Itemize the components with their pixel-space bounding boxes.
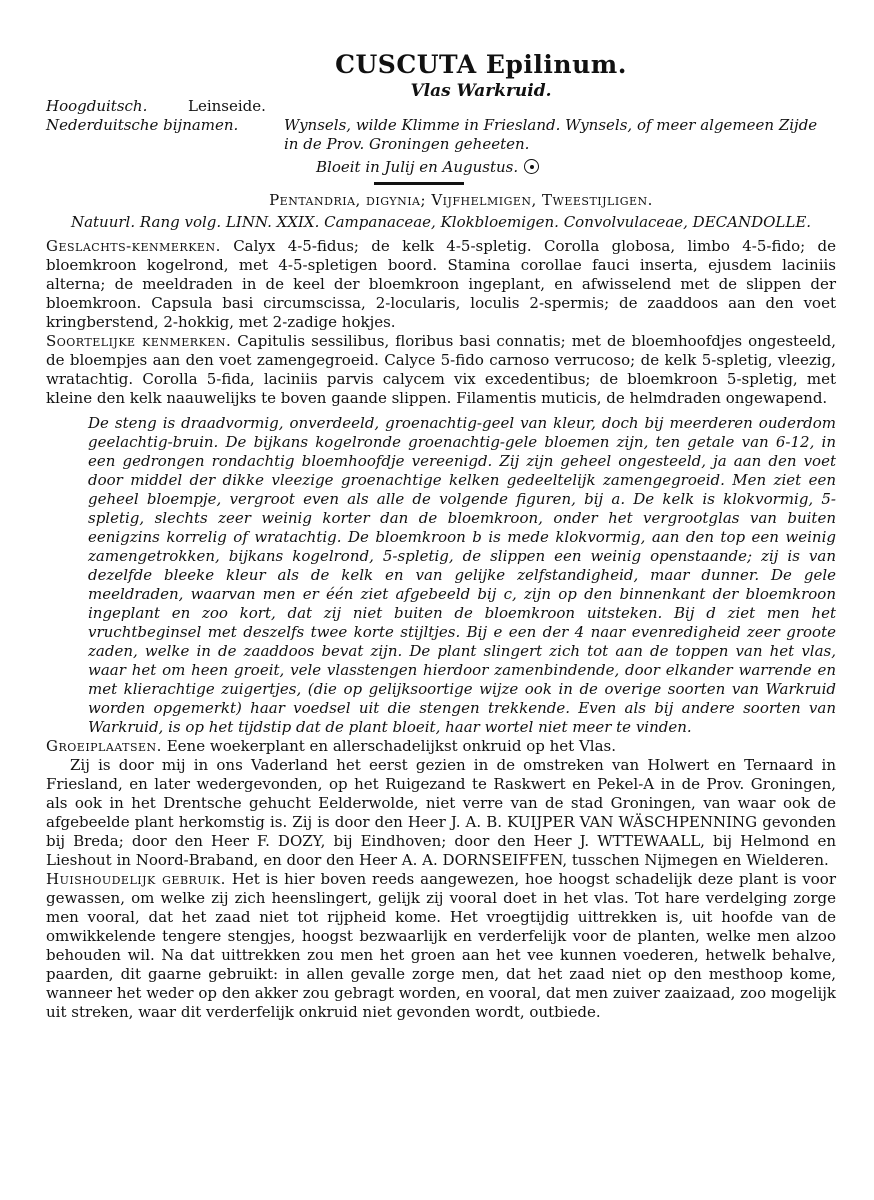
- description: De steng is draadvormig, onverdeeld, groenachtig-geel van kleur, doch bij meerderen ouderdom geelachtig-bruin. De bijkans kogelronde groenachtig-gele bloemen zijn, ten getale van 6-12, in een gedrongen rondachtig bloemhoofdje vereenigd. Zij zijn geheel ongesteeld, ja aan den voet door middel der dikke vleezige groenachtige kelken gedeeltelijk zamengegroeid. Men ziet een geheel bloempje, vergroot even als alle de volgende figuren, bij a. De kelk is klokvormig, 5-spletig, slechts zeer weinig korter dan de bloemkroon, onder het vergrootglas van buiten eenigzins korrelig of wratachtig. De bloemkroon b is mede klokvormig, aan den top een weinig zamengetrokken, bijkans kogelrond, 5-spletig, de slippen een weinig openstaande; zij is van dezelfde bleeke kleur als de kelk en van gelijke zelfstandigheid, maar dunner. De gele meeldraden, waarvan men er één ziet afgebeeld bij c, zijn op den binnenkant der bloemkroon ingeplant en zoo kort, dat zij niet buiten de bloemkroon uitsteken. Bij d ziet men het vruchtbeginsel met deszelfs twee korte stijltjes. Bij e een der 4 naar evenredigheid zeer groote zaden, welke in de zaaddoos bevat zijn. De plant slingert zich tot aan de toppen van het vlas, waar het om heen groeit, vele vlasstengen hierdoor zamenbindende, door elkander warrende en met klierachtige zuigertjes, (die op gelijksoortige wijze ook in de overige soorten van Warkruid worden opgemerkt) haar voedsel uit die stengen trekkende. Even als bij andere soorten van Warkruid, is op het tijdstip dat de plant bloeit, haar wortel niet meer te vinden.: [88, 414, 836, 736]
- german-name-row: [46, 97, 836, 116]
- dutch-names-row: [46, 116, 836, 154]
- species-text: Capitulis sessilibus, floribus basi connatis; met de bloemhoofdjes ongesteeld, de bloempjes aan den voet zamengegroeid. Calyce 5-fido carnoso verrucoso; de kelk 5-spletig, vleezig, wratachtig. Corolla 5-fida, laciniis parvis calycem vix excedentibus; de bloemkroon 5-spletig, met kleine den kelk naauwelijks te boven gaande slippen. Filamentis muticis, de helmdraden ongewapend.: [46, 332, 836, 407]
- genus-heading: Geslachts-kenmerken.: [46, 237, 221, 255]
- habitat-text: Eene woekerplant en allerschadelijkst onkruid op het Vlas.: [166, 737, 617, 755]
- german-label: Hoogduitsch.: [46, 97, 148, 115]
- species-characteristics: [46, 332, 836, 408]
- page-title: CUSCUTA Epilinum.: [335, 50, 627, 79]
- annual-symbol-icon: [524, 159, 539, 174]
- bloom-text: Bloeit in Julij en Augustus.: [316, 158, 519, 176]
- bloom-period: [316, 158, 836, 176]
- species-heading: Soortelijke kenmerken.: [46, 332, 232, 350]
- use-heading: Huishoudelijk gebruik.: [46, 870, 226, 888]
- page-subtitle: Vlas Warkruid.: [410, 81, 552, 101]
- genus-text: Calyx 4-5-fidus; de kelk 4-5-spletig. Corolla globosa, limbo 4-5-fido; de bloemkroon kogelrond, met 4-5-spletigen boord. Stamina corollae fauci inserta, ejusdem laciniis alterna; de meeldraden in de keel der bloemkroon ingeplant, en afwisselend met de slippen der bloemkroon. Capsula basi circumscissa, 2-locularis, loculis 2-spermis; de zaaddoos aan den voet kringberstend, 2-hokkig, met 2-zadige hokjes.: [46, 237, 836, 331]
- page: [46, 50, 836, 1022]
- habitat: [46, 737, 836, 756]
- habitat-heading: Groeiplaatsen.: [46, 737, 162, 755]
- dutch-value: Wynsels, wilde Klimme in Friesland. Wynsels, of meer algemeen Zijde in de Prov. Groningen geheeten.: [284, 116, 818, 153]
- divider: [374, 182, 464, 185]
- classification-line: Pentandria, digynia; Vijfhelmigen, Tweestijligen.: [269, 191, 653, 209]
- natural-rank-line: Natuurl. Rang volg. LINN. XXIX. Campanaceae, Klokbloemigen. Convolvulaceae, DECANDOLLE.: [70, 213, 812, 231]
- locations: Zij is door mij in ons Vaderland het eerst gezien in de omstreken van Holwert en Ternaard in Friesland, en later wedergevonden, op het Ruigezand te Raskwert en Pekel-A in de Prov. Groningen, als ook in het Drentsche gehucht Eelderwolde, niet verre van de stad Groningen, van waar ook de afgebeelde plant herkomstig is. Zij is door den Heer J. A. B. KUIJPER VAN WÄSCHPENNING gevonden bij Breda; door den Heer F. DOZY, bij Eindhoven; door den Heer J. WTTEWAALL, bij Helmond en Lieshout in Noord-Braband, en door den Heer A. A. DORNSEIFFEN, tusschen Nijmegen en Wielderen.: [46, 756, 836, 869]
- german-value: Leinseide.: [188, 97, 266, 115]
- economic-use: [46, 870, 836, 1022]
- genus-characteristics: [46, 237, 836, 332]
- dutch-label: Nederduitsche bijnamen.: [46, 116, 239, 134]
- use-text: Het is hier boven reeds aangewezen, hoe hoogst schadelijk deze plant is voor gewassen, om welke zij zich heenslingert, gelijk zij vooral doet in het vlas. Tot hare verdelging zorge men vooral, dat het zaad niet tot rijpheid kome. Het vroegtijdig uittrekken is, uit hoofde van de omwikkelende tengere stengjes, hoogst bezwaarlijk en verderfelijk voor de planten, welke men alzoo behouden wil. Na dat uittrekken zou men het groen aan het vee kunnen voederen, hetwelk behalve, paarden, dit gaarne gebruikt: in allen gevalle zorge men, dat het zaad niet op den mesthoop kome, wanneer het weder op den akker zou gebragt worden, en vooral, dat men zuiver zaaizaad, zoo mogelijk uit streken, waar dit verderfelijk onkruid niet gevonden wordt, outbiede.: [46, 870, 836, 1021]
